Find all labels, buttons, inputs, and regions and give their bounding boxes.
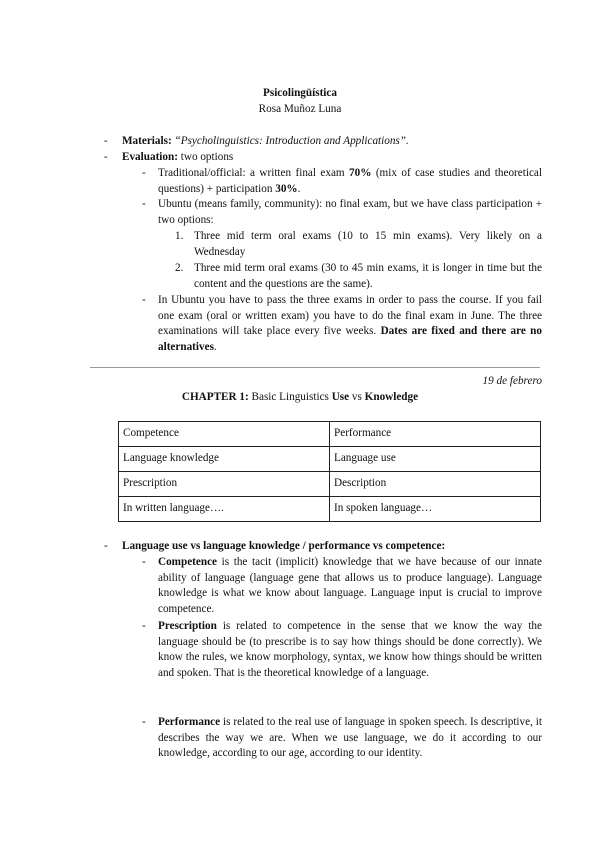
ubuntu-rule-text: In Ubuntu you have to pass the three exams in order to pass the course. If you fail one exam (oral or written exam) you have to do the final exam in June. The three examinations will take place every five weeks.	[158, 294, 542, 338]
option-number: 2.	[175, 262, 184, 274]
performance-paragraph	[158, 715, 542, 762]
table-row	[119, 497, 541, 522]
chapter-label: CHAPTER 1:	[181, 391, 249, 403]
traditional-end: .	[297, 182, 301, 195]
bullet-dash: -	[142, 198, 146, 210]
traditional-pct-participation: 30%	[275, 182, 298, 195]
lecture-date: 19 de febrero	[482, 375, 542, 387]
evaluation-label: Evaluation:	[122, 151, 178, 163]
table-cell: Description	[330, 472, 541, 497]
document-title: Psicolingüística	[263, 87, 337, 99]
document-author: Rosa Muñoz Luna	[258, 103, 342, 115]
prescription-term: Prescription	[158, 620, 217, 632]
bullet-dash: -	[142, 167, 146, 179]
evaluation-ubuntu: Ubuntu (means family, community): no final exam, but we have class participation + two options:	[158, 198, 542, 226]
table-cell: Prescription	[119, 472, 330, 497]
chapter-vs: vs	[349, 391, 365, 403]
traditional-lead: Traditional/official: a written final exam	[158, 167, 350, 179]
competence-term: Competence	[158, 556, 218, 568]
ubuntu-option-2: Three mid term oral exams (30 to 45 min exams, it is longer in time but the content and the questions are the same).	[194, 262, 542, 290]
ubuntu-rule-end: .	[213, 340, 217, 353]
bullet-dash: -	[142, 556, 146, 568]
chapter-title-part: Basic Linguistics	[248, 391, 332, 403]
table-cell: Performance	[330, 422, 541, 447]
section-divider	[90, 367, 540, 368]
table-cell: In written language….	[119, 497, 330, 522]
ubuntu-rule	[158, 293, 542, 355]
option-number: 1.	[175, 230, 184, 242]
table-row	[119, 422, 541, 447]
table-cell: Competence	[119, 422, 330, 447]
section-heading: Language use vs language knowledge / performance vs competence:	[122, 540, 446, 552]
traditional-pct-written: 70%	[349, 167, 372, 179]
prescription-paragraph	[158, 619, 542, 681]
prescription-text: is related to competence in the sense that we know the way the language should be (to prescribe is to say how things should be done correctly). We know the rules, we know morphology, syntax, we know how things should be written and spoken. That is the theoretical knowledge of a language.	[158, 620, 542, 679]
table-cell: Language use	[330, 447, 541, 472]
evaluation-line	[122, 150, 542, 166]
bullet-dash: -	[104, 135, 108, 147]
evaluation-text: two options	[180, 151, 234, 163]
bullet-dash: -	[142, 620, 146, 632]
materials-label: Materials:	[122, 135, 172, 147]
competence-paragraph	[158, 555, 542, 617]
table-cell: Language knowledge	[119, 447, 330, 472]
evaluation-traditional	[158, 166, 542, 197]
ubuntu-option-1: Three mid term oral exams (10 to 15 min exams). Very likely on a Wednesday	[194, 230, 542, 258]
performance-term: Performance	[158, 716, 221, 728]
chapter-heading	[0, 390, 600, 406]
table-cell: In spoken language…	[330, 497, 541, 522]
chapter-use: Use	[331, 391, 350, 403]
competence-text: is the tacit (implicit) knowledge that we have because of our innate ability of language (language gene that allows us to produce language). Language knowledge is what we know about language. Language input is crucial to improve competence.	[158, 556, 542, 615]
bullet-dash: -	[142, 716, 146, 728]
ubuntu-rule-bold: Dates are fixed and there are no alternatives	[158, 325, 542, 353]
materials-line	[122, 134, 542, 150]
chapter-knowledge: Knowledge	[364, 391, 419, 403]
table-row	[119, 447, 541, 472]
materials-text: “Psycholinguistics: Introduction and Applications”.	[174, 135, 409, 147]
table-row	[119, 472, 541, 497]
bullet-dash: -	[104, 540, 108, 552]
bullet-dash: -	[142, 294, 146, 306]
traditional-mid: (mix of case studies and theoretical questions) + participation	[158, 167, 542, 195]
performance-text: is related to the real use of language in spoken speech. Is descriptive, it describes the way we are. When we use language, we do it according to our knowledge, according to our age, according to our identity.	[158, 716, 542, 760]
bullet-dash: -	[104, 151, 108, 163]
comparison-table	[118, 421, 541, 522]
